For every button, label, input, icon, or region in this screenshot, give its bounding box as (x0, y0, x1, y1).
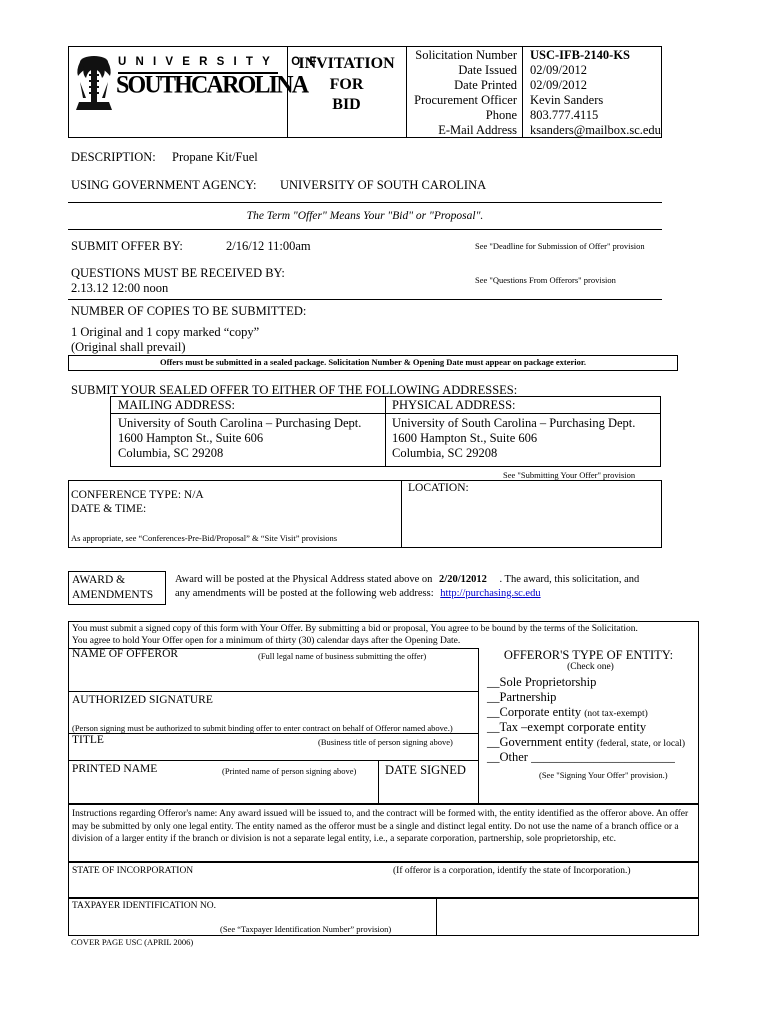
entity-corporate-label: __Corporate entity (487, 705, 582, 719)
state-label: STATE OF INCORPORATION (72, 866, 194, 876)
questions-note: See "Questions From Offerors" provision (475, 275, 616, 285)
offer-term: The Term "Offer" Means Your "Bid" or "Proposal". (246, 210, 484, 222)
entity-heading: OFFEROR'S TYPE OF ENTITY: (503, 648, 674, 662)
offeror-intro-1: You must submit a signed copy of this form with Your Offer. By submitting a bid or proposal, You agree to be bound by the terms of the Solicitation. (72, 624, 638, 634)
agency-value: UNIVERSITY OF SOUTH CAROLINA (280, 178, 487, 192)
logo-top-text: UNIVERSITY OF (118, 56, 326, 68)
doc-title-line-2: FOR (329, 76, 364, 93)
info-label-date-issued: Date Issued (458, 63, 517, 77)
mailing-line-3: Columbia, SC 29208 (118, 446, 224, 460)
entity-government-label: __Government entity (487, 735, 594, 749)
copies-rule (68, 299, 662, 300)
info-label-phone: Phone (485, 108, 517, 122)
date-printed: 02/09/2012 (530, 78, 587, 92)
logo-bottom-text: SOUTHCAROLINA (116, 71, 308, 99)
entity-option-government[interactable] (487, 735, 685, 750)
sealed-note: Offers must be submitted in a sealed package. Solicitation Number & Opening Date must appear on package exterior. (159, 357, 587, 367)
addresses-header-rule (110, 413, 661, 414)
conference-location: LOCATION: (408, 482, 469, 494)
description-value: Propane Kit/Fuel (172, 150, 258, 164)
copies-label: NUMBER OF COPIES TO BE SUBMITTED: (71, 304, 307, 318)
instructions-text: Instructions regarding Offeror's name: Any award issued will be issued to, and the contract will be formed with, the entity identified as the offeror above. An offer may be submitted by only one legal entity. The entity named as the offeror must be a single and distinct legal entity. Do not use the name of a branch office or a division of a larger entity if the branch or division is not a separate legal entity, i.e., a separate corporation, partnership, sole proprietorship, etc. (72, 809, 689, 844)
submit-deadline: 2/16/12 11:00am (226, 239, 311, 253)
solicitation-number: USC-IFB-2140-KS (530, 48, 631, 62)
name-rule (68, 691, 478, 692)
signature-label: AUTHORIZED SIGNATURE (72, 694, 213, 706)
doc-title-line-1: INVITATION (298, 55, 395, 72)
doc-title-line-3: BID (332, 96, 361, 113)
signature-rule (68, 733, 478, 734)
conference-date: DATE & TIME: (71, 503, 147, 515)
award-label-1: AWARD & (72, 574, 126, 586)
questions-deadline: 2.13.12 12:00 noon (71, 281, 169, 295)
mailing-label: MAILING ADDRESS: (118, 398, 236, 412)
offeror-intro-2: You agree to hold Your Offer open for a minimum of thirty (30) calendar days after the Opening Date. (72, 636, 461, 646)
award-date: 2/20/12012 (439, 574, 487, 585)
info-label-date-printed: Date Printed (454, 78, 517, 92)
entity-note: (See "Signing Your Offer" provision.) (539, 770, 668, 780)
tin-divider (436, 898, 437, 936)
entity-divider (478, 648, 479, 804)
offer-term-rule-top (68, 202, 662, 203)
purchasing-link[interactable]: http://purchasing.sc.edu (440, 588, 541, 599)
tin-note: (See “Taxpayer Identification Number” provision) (220, 924, 392, 934)
offer-term-rule-bottom (68, 229, 662, 230)
name-of-offeror-label: NAME OF OFFEROR (72, 648, 179, 660)
submit-label: SUBMIT OFFER BY: (71, 239, 183, 253)
printed-name-label: PRINTED NAME (72, 763, 158, 775)
info-label-solicitation: Solicitation Number (415, 48, 517, 62)
info-label-email: E-Mail Address (438, 123, 517, 137)
date-issued: 02/09/2012 (530, 63, 587, 77)
addresses-divider (385, 396, 386, 467)
conference-note: As appropriate, see “Conferences-Pre-Bid/Proposal” & “Site Visit” provisions (71, 533, 338, 543)
submit-note: See "Deadline for Submission of Offer" provision (475, 241, 645, 251)
title-label: TITLE (72, 734, 104, 746)
conference-type: CONFERENCE TYPE: N/A (71, 489, 204, 501)
award-text-part-2: . The award, this solicitation, and (499, 574, 640, 585)
mailing-line-2: 1600 Hampton St., Suite 606 (118, 431, 264, 445)
info-label-officer: Procurement Officer (414, 93, 517, 107)
date-signed-label: DATE SIGNED (385, 763, 466, 777)
palmetto-tree-icon (74, 52, 114, 114)
addresses-note: See "Submitting Your Offer" provision (503, 470, 636, 480)
copies-line-2: (Original shall prevail) (71, 340, 186, 354)
conference-divider (401, 480, 402, 548)
physical-line-3: Columbia, SC 29208 (392, 446, 498, 460)
physical-line-2: 1600 Hampton St., Suite 606 (392, 431, 538, 445)
award-label-2: AMENDMENTS (72, 589, 154, 601)
state-note: (If offeror is a corporation, identify the state of Incorporation.) (393, 866, 631, 876)
questions-label: QUESTIONS MUST BE RECEIVED BY: (71, 266, 285, 280)
entity-corporate-note: (not tax-exempt) (584, 709, 648, 719)
title-note: (Business title of person signing above) (318, 737, 453, 747)
printed-name-note: (Printed name of person signing above) (222, 766, 357, 776)
award-text-part: Award will be posted at the Physical Address stated above on (175, 574, 433, 585)
copies-line-1: 1 Original and 1 copy marked “copy” (71, 325, 260, 339)
mailing-line-1: University of South Carolina – Purchasing Dept. (118, 416, 362, 430)
entity-government-note: (federal, state, or local) (596, 739, 686, 749)
date-signed-divider (378, 760, 379, 804)
header-divider-3 (522, 46, 523, 138)
description-label: DESCRIPTION: (71, 150, 156, 164)
entity-option-corporate[interactable] (487, 705, 648, 720)
footer-text: COVER PAGE USC (APRIL 2006) (71, 937, 194, 947)
officer-email[interactable]: ksanders@mailbox.sc.edu (530, 123, 661, 137)
entity-option-sole[interactable]: __Sole Proprietorship (487, 675, 597, 689)
agency-label: USING GOVERNMENT AGENCY: (71, 178, 257, 192)
addresses-heading: SUBMIT YOUR SEALED OFFER TO EITHER OF THE FOLLOWING ADDRESSES: (71, 383, 518, 397)
physical-line-1: University of South Carolina – Purchasing Dept. (392, 416, 636, 430)
header-divider-2 (406, 46, 407, 138)
officer-phone: 803.777.4115 (530, 108, 599, 122)
award-text-1 (175, 574, 639, 585)
procurement-officer: Kevin Sanders (530, 93, 604, 107)
signature-note: (Person signing must be authorized to submit binding offer to enter contract on behalf of Offeror named above.) (72, 723, 453, 733)
name-of-offeror-note: (Full legal name of business submitting the offer) (258, 651, 427, 661)
university-logo (72, 50, 326, 118)
tin-label: TAXPAYER IDENTIFICATION NO. (72, 901, 216, 911)
entity-option-other[interactable]: __Other _______________________ (487, 750, 675, 764)
entity-check-note: (Check one) (567, 662, 614, 672)
entity-option-tax-exempt[interactable]: __Tax –exempt corporate entity (487, 720, 647, 734)
title-rule (68, 760, 478, 761)
award-text-part-3: any amendments will be posted at the following web address: (175, 588, 434, 599)
physical-label: PHYSICAL ADDRESS: (392, 398, 516, 412)
award-text-3 (175, 588, 541, 599)
entity-option-partnership[interactable]: __Partnership (487, 690, 557, 704)
